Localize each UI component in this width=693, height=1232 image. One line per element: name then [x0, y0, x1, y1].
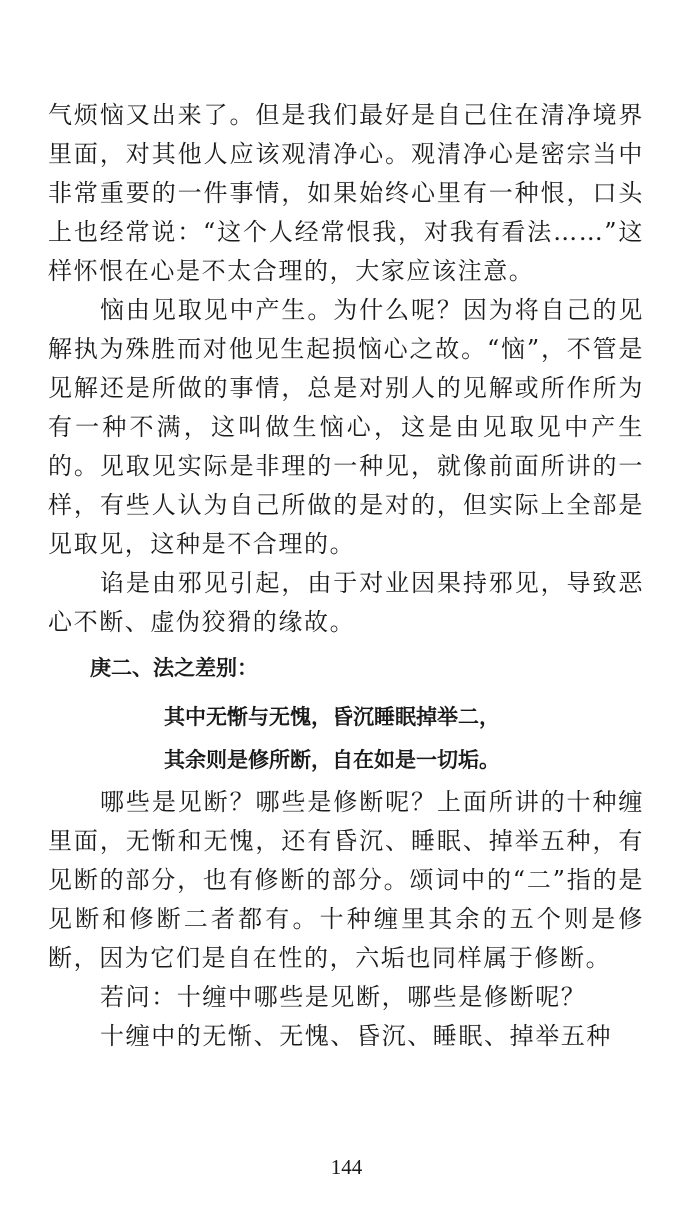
paragraph-deceit-origin: 谄是由邪见引起，由于对业因果持邪见，导致恶心不断、虚伪狡猾的缘故。 [48, 569, 644, 636]
paragraph-question: 若问：十缠中哪些是见断，哪些是修断呢？ [100, 983, 587, 1011]
section-heading: 庚二、法之差别： [90, 656, 258, 680]
body-text-bottom [48, 783, 644, 1056]
verse-line-1: 其中无惭与无愧，昏沉睡眠掉举二， [164, 705, 500, 729]
paragraph-abandonment: 哪些是见断？哪些是修断呢？上面所讲的十种缠里面，无惭和无愧，还有昏沉、睡眠、掉举五种，有见断的部分，也有修断的部分。颂词中的“二”指的是见断和修断二者都有。十种缠里其余的五个则是修断，因为它们是自在性的，六垢也同样属于修断。 [48, 788, 644, 972]
verse-line-2: 其余则是修所断，自在如是一切垢。 [164, 748, 500, 772]
page-number: 144 [330, 1155, 363, 1179]
body-text-top [48, 96, 644, 642]
paragraph-continuation: 气烦恼又出来了。但是我们最好是自己住在清净境界里面，对其他人应该观清净心。观清净心是密宗当中非常重要的一件事情，如果始终心里有一种恨，口头上也经常说：“这个人经常恨我，对我有看法……”这样怀恨在心是不太合理的，大家应该注意。 [48, 101, 644, 285]
paragraph-answer: 十缠中的无惭、无愧、昏沉、睡眠、掉举五种 [100, 1022, 612, 1050]
paragraph-afflictions-origin: 恼由见取见中产生。为什么呢？因为将自己的见解执为殊胜而对他见生起损恼心之故。“恼”，不管是见解还是所做的事情，总是对别人的见解或所作所为有一种不满，这叫做生恼心，这是由见取见中产生的。见取见实际是非理的一种见，就像前面所讲的一样，有些人认为自己所做的是对的，但实际上全部是见取见，这种是不合理的。 [48, 296, 644, 558]
